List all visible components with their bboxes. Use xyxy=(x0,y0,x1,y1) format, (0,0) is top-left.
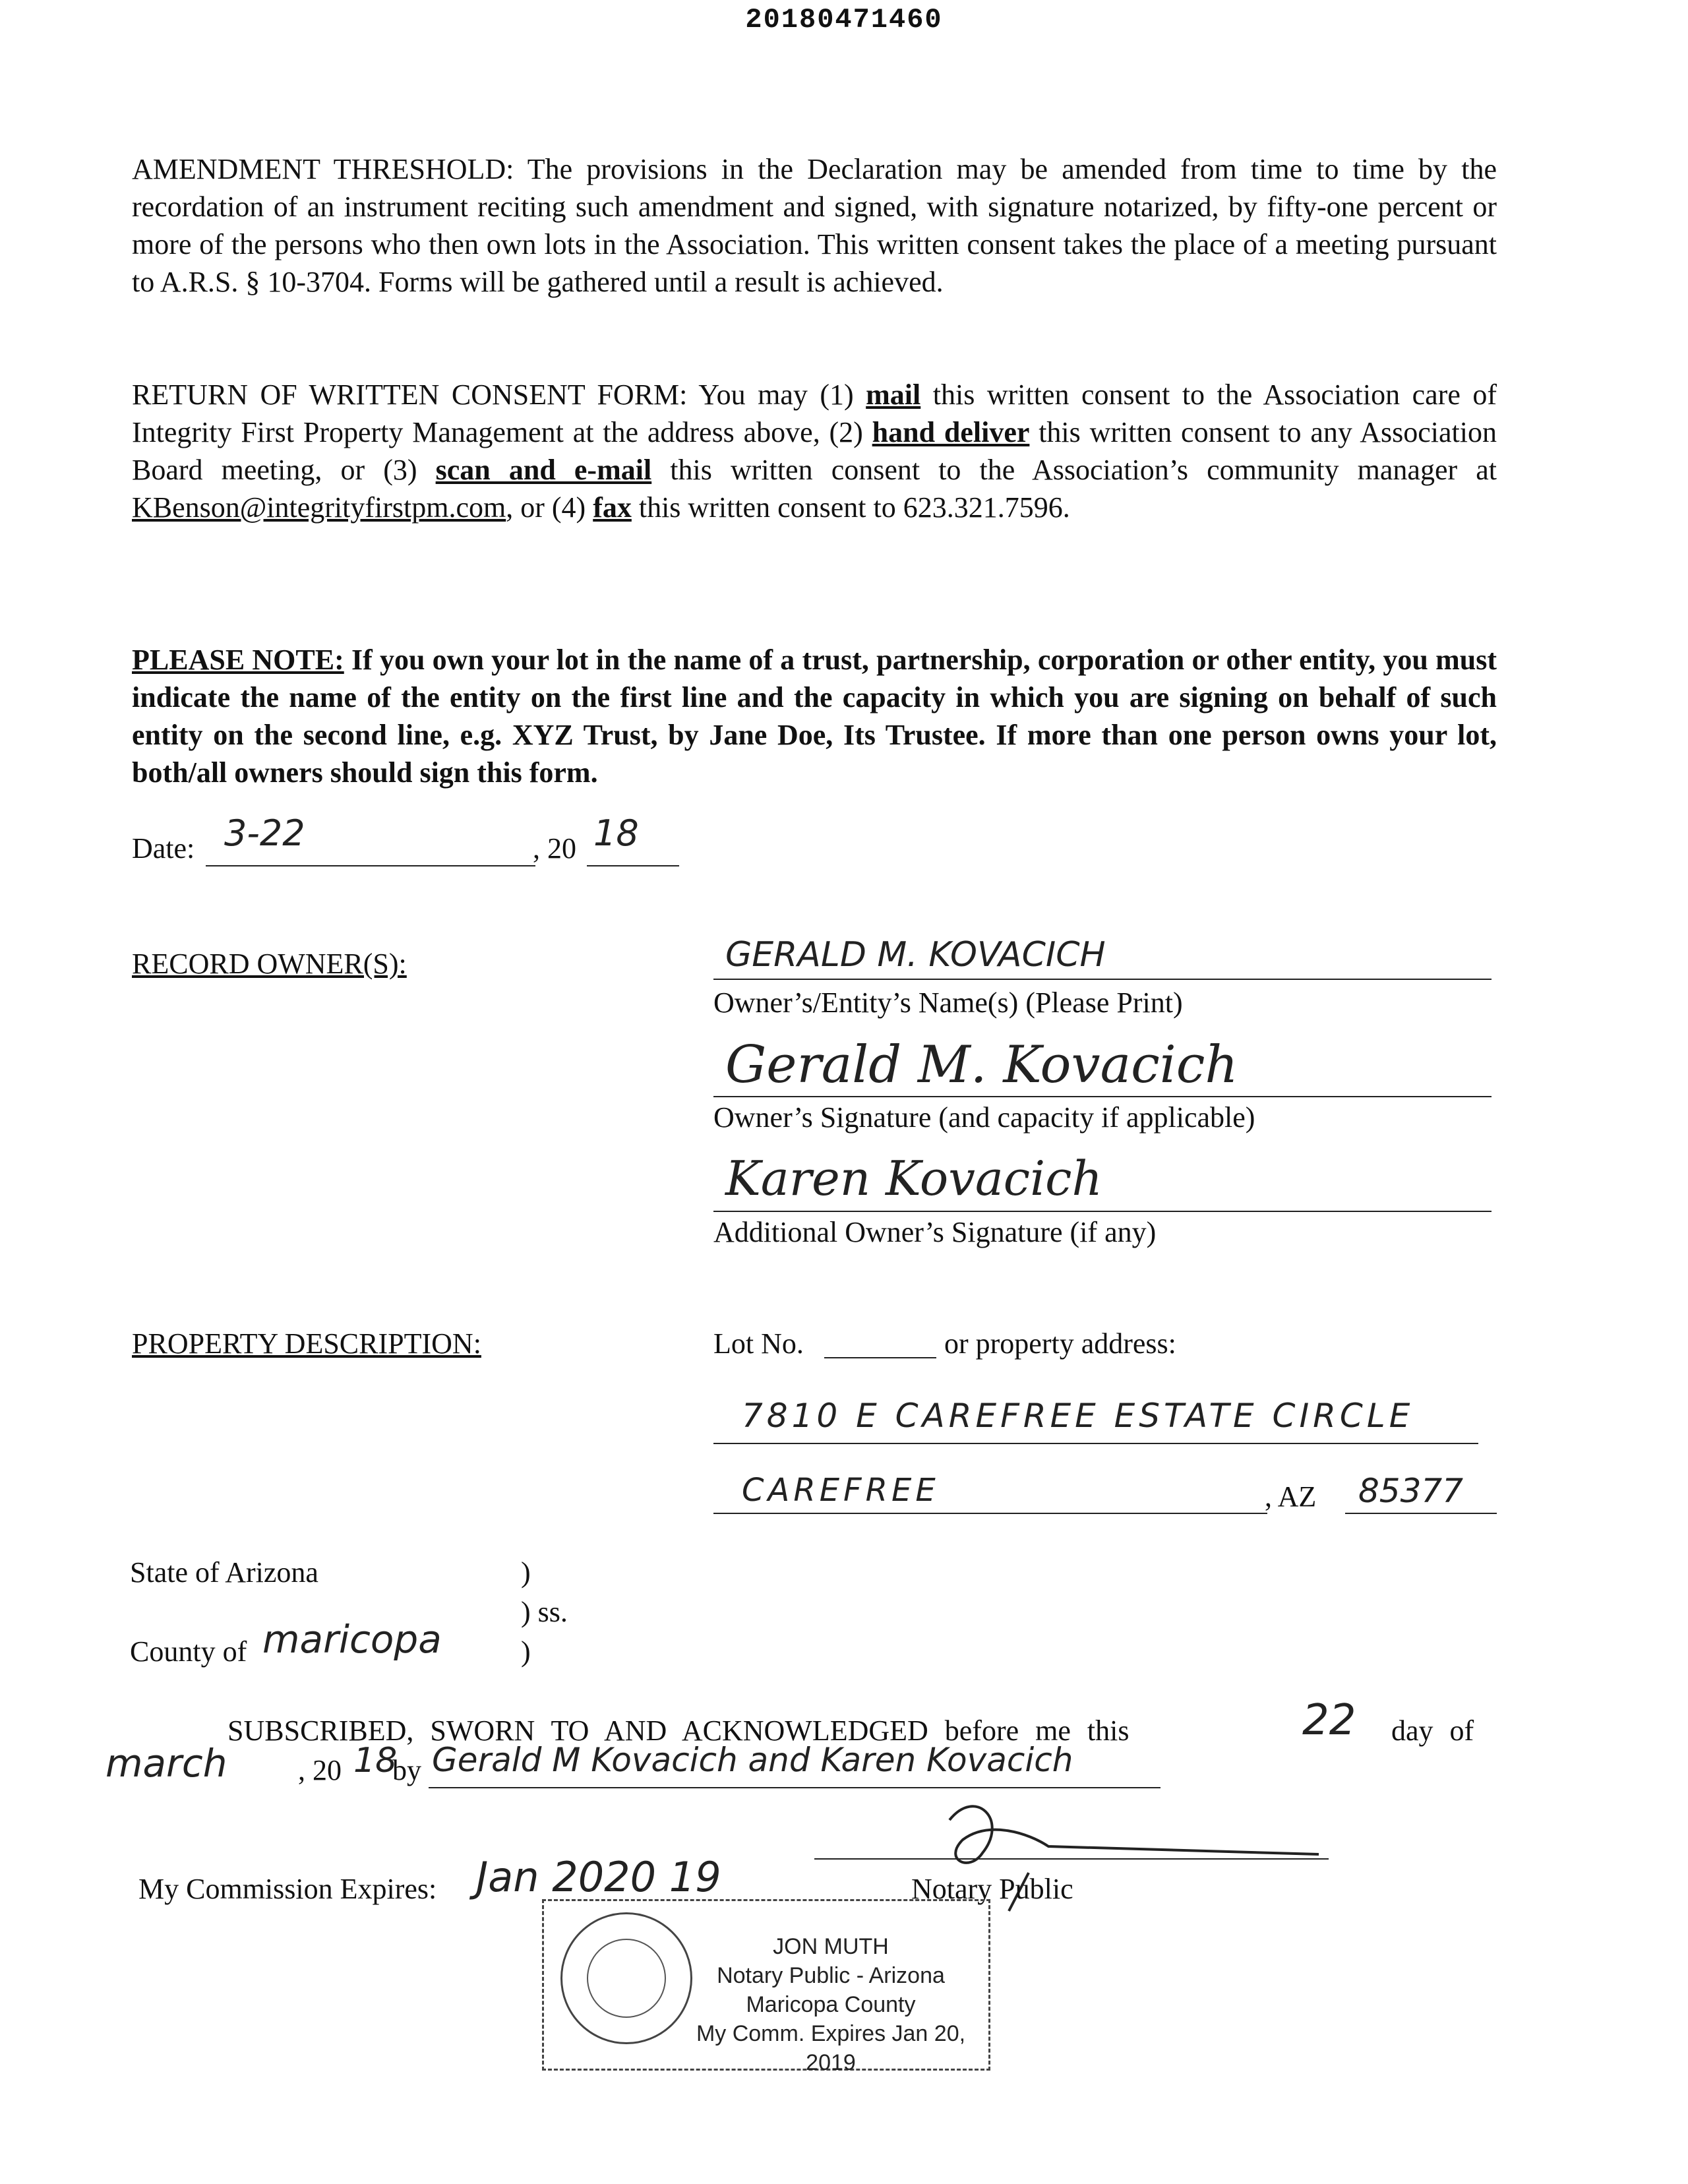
stamp-notary-name: JON MUTH xyxy=(773,1934,889,1959)
owner-signature-label: Owner’s Signature (and capacity if applicable) xyxy=(713,1101,1255,1134)
please-note-label: PLEASE NOTE: xyxy=(132,644,344,676)
address-line1-line xyxy=(713,1443,1478,1444)
manager-email-link[interactable]: KBenson@integrityfirstpm.com xyxy=(132,491,506,524)
state-of-arizona-label: State of Arizona xyxy=(130,1556,318,1589)
address-city-line xyxy=(713,1513,1267,1514)
notary-public-label: Notary Public xyxy=(911,1873,1073,1905)
scan-email-option: scan and e-mail xyxy=(435,454,652,486)
additional-signature-label: Additional Owner’s Signature (if any) xyxy=(713,1216,1157,1248)
owner-name-label: Owner’s/Entity’s Name(s) (Please Print) xyxy=(713,986,1183,1019)
zip-handwritten[interactable]: 85377 xyxy=(1358,1472,1464,1510)
return-consent-paragraph xyxy=(132,376,1497,526)
notary-year-handwritten[interactable]: 18 xyxy=(353,1741,398,1780)
day-of-label: day of xyxy=(1391,1714,1474,1747)
stamp-notary-title: Notary Public - Arizona xyxy=(717,1963,945,1988)
record-owners-heading: RECORD OWNER(S): xyxy=(132,948,407,980)
subscribed-statement: SUBSCRIBED, SWORN TO AND ACKNOWLEDGED before me this xyxy=(227,1714,1130,1747)
return-text-3: this written consent to the Association’s community manager at xyxy=(651,454,1497,486)
date-year-prefix: , 20 xyxy=(533,832,576,864)
return-text-2: this written consent to any Association Board meeting, or (3) xyxy=(132,416,1497,486)
owner-signature-handwritten[interactable]: Gerald M. Kovacich xyxy=(725,1035,1238,1095)
zip-line xyxy=(1345,1513,1497,1514)
commission-expires-handwritten[interactable]: Jan 2020 19 xyxy=(476,1853,721,1901)
by-label: by xyxy=(392,1754,421,1786)
property-address-label: or property address: xyxy=(944,1327,1176,1360)
address-city-handwritten[interactable]: CAREFREE xyxy=(742,1472,940,1509)
month-handwritten[interactable]: march xyxy=(106,1741,227,1786)
document-number: 20180471460 xyxy=(745,4,943,36)
additional-signature-handwritten[interactable]: Karen Kovacich xyxy=(725,1151,1102,1206)
venue-paren-1: ) xyxy=(521,1556,531,1589)
date-year-handwritten[interactable]: 18 xyxy=(593,812,639,854)
commission-expires-label: My Commission Expires: xyxy=(138,1873,437,1905)
date-line xyxy=(206,865,535,866)
lot-number-label: Lot No. xyxy=(713,1327,804,1360)
please-note-text: If you own your lot in the name of a trust, partnership, corporation or other entity, you must indicate the name of the entity on the first line and the capacity in which you are signing on behalf of such entity on the second line, e.g. XYZ Trust, by Jane Doe, Its Trustee. If more than one person owns your lot, both/all owners should sign this form. xyxy=(132,644,1497,789)
additional-signature-line xyxy=(713,1211,1492,1212)
property-description-heading: PROPERTY DESCRIPTION: xyxy=(132,1327,481,1360)
day-handwritten[interactable]: 22 xyxy=(1302,1696,1356,1745)
address-line1-handwritten[interactable]: 7810 E CAREFREE ESTATE CIRCLE xyxy=(742,1397,1414,1435)
date-year-line xyxy=(587,865,679,866)
notary-signature-scribble xyxy=(811,1794,1352,1912)
return-intro: RETURN OF WRITTEN CONSENT FORM: You may (1) xyxy=(132,379,866,411)
stamp-expiration: My Comm. Expires Jan 20, 2019 xyxy=(696,2021,966,2075)
amendment-threshold-paragraph: AMENDMENT THRESHOLD: The provisions in the Declaration may be amended from time to time by the recordation of an instrument reciting such amendment and signed, with signature notarized, by fifty-one percent or more of the persons who then own lots in the Association. This written consent takes the place of a meeting pursuant to A.R.S. § 10-3704. Forms will be gathered until a result is achieved. xyxy=(132,153,1497,298)
fax-option: fax xyxy=(593,491,632,524)
county-label: County of xyxy=(130,1635,247,1668)
return-text-5: this written consent to 623.321.7596. xyxy=(631,491,1070,524)
owner-signature-line xyxy=(713,1096,1492,1097)
stamp-county: Maricopa County xyxy=(746,1992,916,2017)
notary-year-prefix: , 20 xyxy=(298,1754,342,1786)
by-names-handwritten[interactable]: Gerald M Kovacich and Karen Kovacich xyxy=(432,1741,1073,1779)
return-text-1: this written consent to the Association care of Integrity First Property Management at the address above, (2) xyxy=(132,379,1497,448)
venue-paren-3: ) xyxy=(521,1635,531,1668)
venue-ss: ) ss. xyxy=(521,1596,568,1628)
return-text-4: , or (4) xyxy=(506,491,593,524)
arizona-seal-inner-icon xyxy=(587,1939,666,2018)
lot-number-line xyxy=(824,1357,936,1358)
by-names-line xyxy=(429,1787,1160,1788)
date-handwritten[interactable]: 3-22 xyxy=(224,812,305,854)
mail-option: mail xyxy=(866,379,921,411)
owner-name-line xyxy=(713,979,1492,980)
hand-deliver-option: hand deliver xyxy=(872,416,1030,448)
date-label: Date: xyxy=(132,832,195,864)
please-note-paragraph xyxy=(132,641,1497,791)
owner-name-handwritten[interactable]: GERALD M. KOVACICH xyxy=(725,935,1106,975)
county-handwritten[interactable]: maricopa xyxy=(262,1617,442,1662)
state-az-label: , AZ xyxy=(1265,1480,1317,1513)
